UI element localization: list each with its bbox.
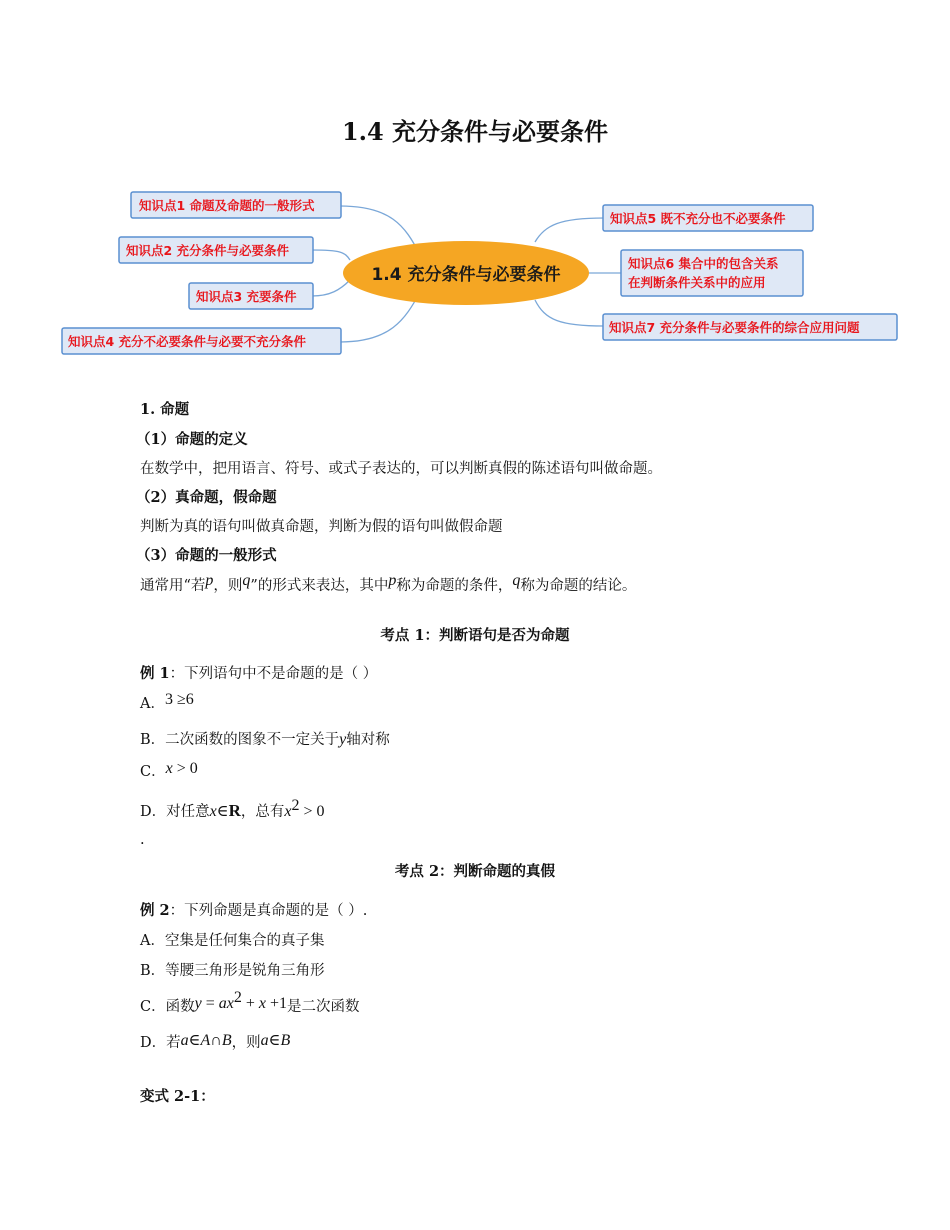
math-q: q: [512, 572, 521, 589]
mind-map: [0, 180, 950, 370]
example-label: 例 1: [140, 665, 170, 682]
math-ax: ax: [218, 994, 234, 1012]
math-rest: > 0: [299, 802, 325, 820]
math-p: p: [205, 572, 214, 589]
math-y: y: [339, 731, 347, 748]
math-A: A: [200, 1032, 211, 1049]
example-1-option-c: [140, 760, 198, 781]
math-real-set: R: [228, 800, 241, 820]
paragraph-dot: .: [140, 832, 145, 848]
math-x: x: [258, 994, 266, 1012]
math-y: y: [194, 994, 202, 1012]
text: ”的形式来表达，其中: [250, 578, 389, 594]
mind-map-node-6-label-2: 在判断条件关系中的应用: [628, 275, 766, 290]
example-2-option-c: [140, 989, 360, 1016]
example-label: 例 2: [140, 902, 170, 919]
kaodian-2-heading: 考点 2：判断命题的真假: [394, 863, 556, 880]
option-label: D．: [140, 803, 167, 820]
math-x: x: [284, 802, 292, 820]
text: ，总有: [240, 803, 285, 820]
math-in: ∈: [188, 1032, 201, 1049]
example-1-stem: [140, 662, 377, 683]
text: ，则: [231, 1035, 261, 1051]
subheading-true-false: （2）真命题，假命题: [136, 489, 277, 506]
text: ：下列语句中不是命题的是（ ）: [169, 666, 378, 682]
text: 是二次函数: [287, 998, 360, 1015]
option-label: B．: [140, 732, 166, 748]
mind-map-node-6-label-1: 知识点6 集合中的包含关系: [628, 256, 779, 271]
math-in: ∈: [216, 802, 229, 820]
mind-map-node-3-label: 知识点3 充要条件: [196, 289, 297, 304]
option-math: 3 ≥6: [164, 691, 194, 708]
mind-map-node-7-label: 知识点7 充分条件与必要条件的综合应用问题: [609, 320, 860, 335]
example-1-option-a: [140, 692, 194, 713]
mind-map-center-label: 1.4 充分条件与必要条件: [371, 265, 561, 285]
example-1-option-d: [140, 797, 325, 821]
math-in: ∈: [268, 1032, 281, 1049]
example-2-option-b: B．等腰三角形是锐角三角形: [140, 963, 325, 979]
page-title: 1.4 充分条件与必要条件: [341, 117, 609, 146]
math-a: a: [180, 1032, 189, 1049]
paragraph-general-form: [140, 574, 636, 595]
text: ：下列命题是真命题的是（ ）.: [169, 903, 368, 919]
option-label: A．: [140, 696, 165, 712]
text: 二次函数的图象不一定关于: [165, 732, 340, 748]
math-q: q: [242, 572, 251, 589]
text: C．函数: [140, 998, 195, 1015]
text: D．若: [140, 1035, 181, 1051]
mind-map-node-4-label: 知识点4 充分不必要条件与必要不充分条件: [68, 334, 307, 349]
math-eq: =: [201, 994, 219, 1012]
variant-heading: 变式 2-1：: [140, 1088, 215, 1105]
math-plus: +: [241, 994, 259, 1012]
math-B: B: [221, 1032, 232, 1049]
mind-map-node-5-label: 知识点5 既不充分也不必要条件: [610, 211, 786, 226]
math-a: a: [260, 1032, 269, 1049]
math-p: p: [388, 572, 397, 589]
example-2-stem: [140, 899, 367, 920]
mind-map-node-2-label: 知识点2 充分条件与必要条件: [126, 243, 290, 258]
option-label: C．: [140, 764, 166, 780]
mind-map-node-1-label: 知识点1 命题及命题的一般形式: [139, 198, 315, 213]
text: 通常用“若: [140, 578, 206, 594]
paragraph-true-false: 判断为真的语句叫做真命题，判断为假的语句叫做假命题: [140, 519, 503, 535]
math-x: x: [209, 802, 217, 820]
text: 对任意: [166, 803, 210, 820]
math-rest: > 0: [172, 760, 198, 777]
paragraph-definition: 在数学中，把用语言、符号、或式子表达的，可以判断真假的陈述语句叫做命题。: [140, 461, 662, 477]
section-heading: 1. 命题: [140, 401, 190, 418]
text: ，则: [213, 578, 243, 594]
math-B: B: [280, 1032, 291, 1049]
math-cap: ∩: [210, 1032, 222, 1049]
math-exponent: 2: [291, 797, 300, 814]
subheading-general-form: （3）命题的一般形式: [136, 547, 277, 564]
text: 轴对称: [346, 732, 390, 748]
text: 称为命题的条件，: [396, 578, 513, 594]
example-2-option-d: [140, 1031, 290, 1052]
subheading-definition: （1）命题的定义: [136, 431, 248, 448]
math-one: +1: [266, 994, 288, 1012]
kaodian-1-heading: 考点 1：判断语句是否为命题: [380, 627, 570, 644]
math-x: x: [165, 760, 173, 777]
math-exponent: 2: [233, 989, 242, 1006]
text: 称为命题的结论。: [520, 578, 637, 594]
example-2-option-a: A．空集是任何集合的真子集: [140, 933, 325, 949]
example-1-option-b: [140, 728, 390, 749]
